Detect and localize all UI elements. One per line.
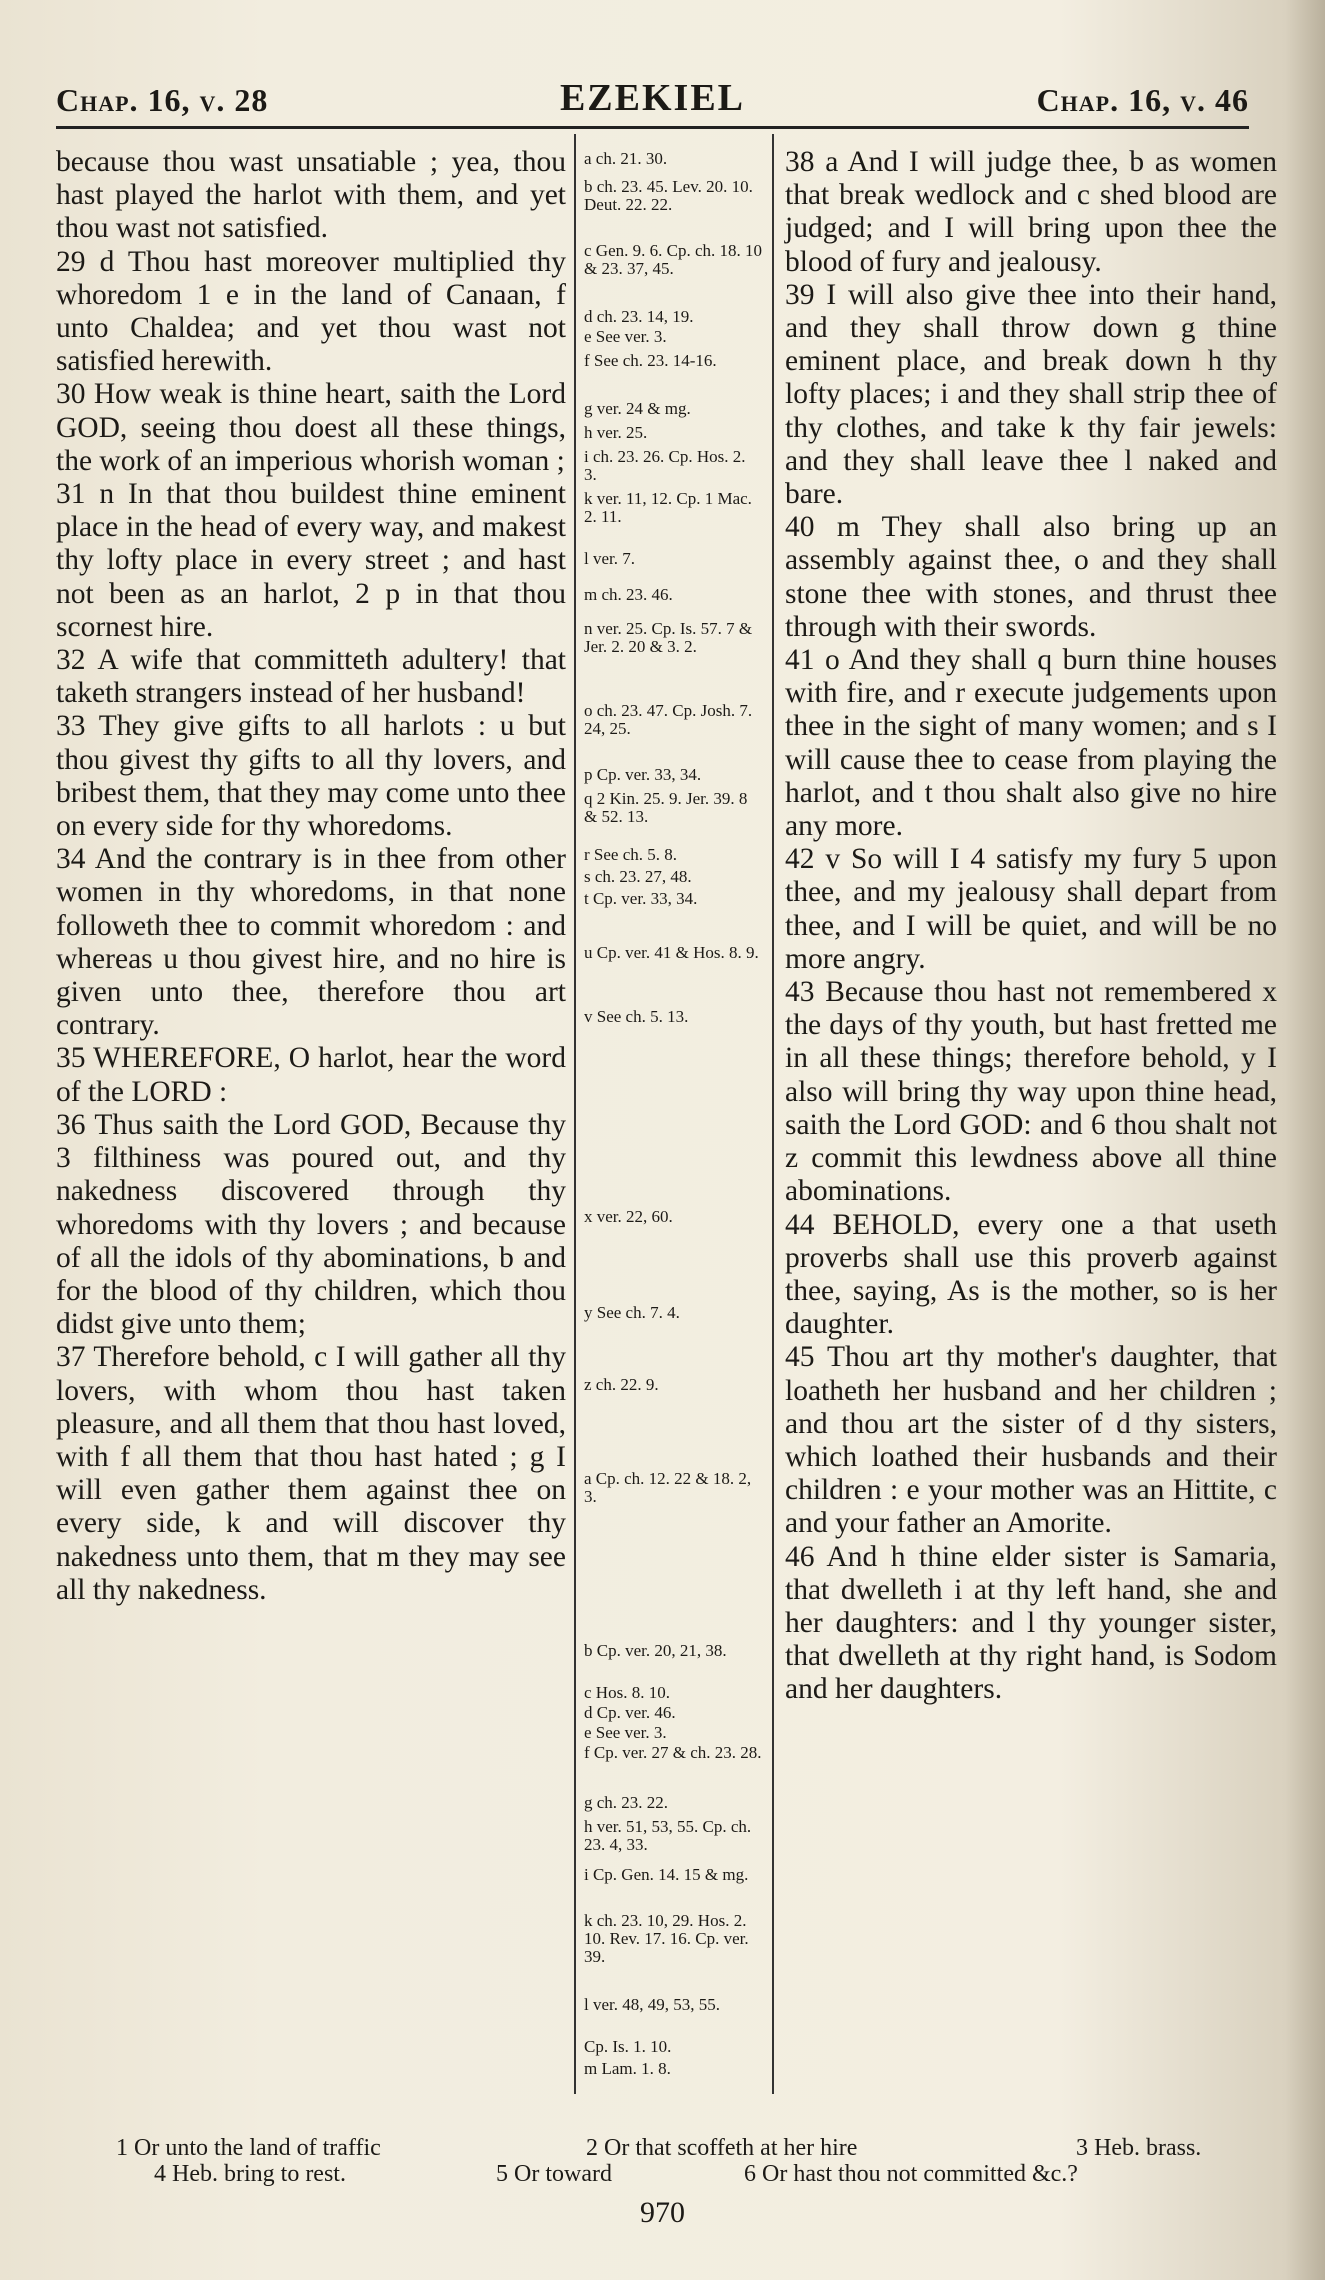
cross-ref: m ch. 23. 46. bbox=[584, 585, 673, 604]
cross-ref: m Lam. 1. 8. bbox=[584, 2059, 671, 2078]
cross-ref: p Cp. ver. 33, 34. bbox=[584, 765, 702, 784]
column-divider-right bbox=[772, 134, 774, 2094]
cross-ref: f Cp. ver. 27 & ch. 23. 28. bbox=[584, 1743, 762, 1762]
column-divider-left bbox=[574, 134, 576, 2094]
cross-ref: l ver. 7. bbox=[584, 549, 635, 568]
cross-ref: h ver. 25. bbox=[584, 423, 648, 442]
cross-ref: l ver. 48, 49, 53, 55. bbox=[584, 1995, 720, 2014]
right-text-column bbox=[785, 146, 1277, 1707]
verse: 30 How weak is thine heart, saith the Lord GOD, seeing thou doest all these things, the work of an imperious whorish woman ; bbox=[56, 378, 566, 477]
verse: 38 a And I will judge thee, b as women that break wedlock and c shed blood are judged; and I will bring upon thee the blood of fury and jealousy. bbox=[785, 146, 1277, 278]
cross-ref: a Cp. ch. 12. 22 & 18. 2, 3. bbox=[584, 1469, 752, 1506]
footnote: 2 Or that scoffeth at her hire bbox=[586, 2135, 858, 2161]
cross-ref: d ch. 23. 14, 19. bbox=[584, 307, 694, 326]
footnote: 3 Heb. brass. bbox=[1076, 2135, 1202, 2161]
cross-ref: o ch. 23. 47. Cp. Josh. 7. 24, 25. bbox=[584, 701, 753, 738]
cross-reference-column bbox=[584, 150, 762, 2100]
left-text-column bbox=[56, 146, 566, 1607]
cross-ref: c Hos. 8. 10. bbox=[584, 1683, 670, 1702]
page-number: 970 bbox=[640, 2196, 685, 2229]
footnote: 4 Heb. bring to rest. bbox=[154, 2161, 346, 2187]
cross-ref: h ver. 51, 53, 55. Cp. ch. 23. 4, 33. bbox=[584, 1817, 752, 1854]
cross-ref: c Gen. 9. 6. Cp. ch. 18. 10 & 23. 37, 45. bbox=[584, 241, 763, 278]
verse: because thou wast unsatiable ; yea, thou hast played the harlot with them, and yet thou wast not satisfied. bbox=[56, 146, 566, 245]
cross-ref: n ver. 25. Cp. Is. 57. 7 & Jer. 2. 20 & 3. 2. bbox=[584, 619, 753, 656]
verse: 31 n In that thou buildest thine eminent place in the head of every way, and makest thy lofty place in every street ; and hast not been as an harlot, 2 p in that thou scornest hire. bbox=[56, 478, 566, 643]
cross-ref: k ch. 23. 10, 29. Hos. 2. 10. Rev. 17. 16. Cp. ver. 39. bbox=[584, 1911, 749, 1966]
verse: 34 And the contrary is in thee from other women in thy whoredoms, in that none followeth thee to commit whoredom : and whereas u thou givest hire, and no hire is given unto thee, therefore thou art contrary. bbox=[56, 843, 566, 1042]
footnote: 5 Or toward bbox=[496, 2161, 612, 2187]
cross-ref: e See ver. 3. bbox=[584, 1723, 667, 1742]
cross-ref: b Cp. ver. 20, 21, 38. bbox=[584, 1641, 727, 1660]
cross-ref: y See ch. 7. 4. bbox=[584, 1303, 680, 1322]
verse: 32 A wife that committeth adultery! that taketh strangers instead of her husband! bbox=[56, 644, 566, 710]
header-right-reference: Chap. 16, v. 46 bbox=[1036, 82, 1249, 118]
header-left-reference: Chap. 16, v. 28 bbox=[56, 82, 269, 118]
cross-ref: a ch. 21. 30. bbox=[584, 149, 668, 168]
cross-ref: t Cp. ver. 33, 34. bbox=[584, 889, 698, 908]
cross-ref: f See ch. 23. 14-16. bbox=[584, 351, 717, 370]
verse: 42 v So will I 4 satisfy my fury 5 upon thee, and my jealousy shall depart from thee, and I will be quiet, and will be no more angry. bbox=[785, 843, 1277, 975]
cross-ref: e See ver. 3. bbox=[584, 327, 667, 346]
header-rule bbox=[56, 126, 1249, 129]
cross-ref: z ch. 22. 9. bbox=[584, 1375, 659, 1394]
verse: 29 d Thou hast moreover multiplied thy whoredom 1 e in the land of Canaan, f unto Chaldea; and yet thou wast not satisfied herewith. bbox=[56, 245, 566, 378]
book-title: EZEKIEL bbox=[559, 77, 746, 119]
footnote: 1 Or unto the land of traffic bbox=[116, 2135, 381, 2161]
cross-ref: d Cp. ver. 46. bbox=[584, 1703, 676, 1722]
cross-ref: g ch. 23. 22. bbox=[584, 1793, 669, 1812]
cross-ref: q 2 Kin. 25. 9. Jer. 39. 8 & 52. 13. bbox=[584, 789, 748, 826]
verse: 37 Therefore behold, c I will gather all thy lovers, with whom thou hast taken pleasure, and all them that thou hast loved, with f all them that thou hast hated ; g I will even gather them against thee on every side, k and will discover thy nakedness unto them, that m they may see all thy nakedness. bbox=[56, 1341, 566, 1606]
verse: 39 I will also give thee into their hand, and they shall throw down g thine eminent place, and break down h thy lofty places; i and they shall strip thee of thy clothes, and take k thy fair jewels: and they shall leave thee l naked and bare. bbox=[785, 278, 1277, 511]
verse: 40 m They shall also bring up an assembly against thee, o and they shall stone thee with stones, and thrust thee through with their swords. bbox=[785, 511, 1277, 643]
verse: 46 And h thine elder sister is Samaria, that dwelleth i at thy left hand, she and her daughters: and l thy younger sister, that dwelleth at thy right hand, is Sodom and her daughters. bbox=[785, 1540, 1277, 1706]
cross-ref: x ver. 22, 60. bbox=[584, 1207, 673, 1226]
footnote: 6 Or hast thou not committed &c.? bbox=[744, 2161, 1078, 2187]
verse: 33 They give gifts to all harlots : u but thou givest thy gifts to all thy lovers, and bribest them, that they may come unto thee on every side for thy whoredoms. bbox=[56, 710, 566, 843]
cross-ref: r See ch. 5. 8. bbox=[584, 845, 678, 864]
cross-ref: i Cp. Gen. 14. 15 & mg. bbox=[584, 1865, 749, 1884]
verse: 43 Because thou hast not remembered x the days of thy youth, but hast fretted me in all these things; therefore behold, y I also will bring thy way upon thine head, saith the Lord GOD: and 6 thou shalt not z commit this lewdness above all thine abominations. bbox=[785, 976, 1277, 1208]
cross-ref: i ch. 23. 26. Cp. Hos. 2. 3. bbox=[584, 447, 746, 484]
cross-ref: g ver. 24 & mg. bbox=[584, 399, 691, 418]
verse: 36 Thus saith the Lord GOD, Because thy 3 filthiness was poured out, and thy nakedness discovered through thy whoredoms with thy lovers ; and because of all the idols of thy abominations, b and for the blood of thy children, which thou didst give unto them; bbox=[56, 1108, 566, 1341]
cross-ref: Cp. Is. 1. 10. bbox=[584, 2037, 672, 2056]
cross-ref: s ch. 23. 27, 48. bbox=[584, 867, 692, 886]
cross-ref: u Cp. ver. 41 & Hos. 8. 9. bbox=[584, 943, 759, 962]
verse: 45 Thou art thy mother's daughter, that loatheth her husband and her children ; and thou art the sister of d thy sisters, which loathed their husbands and their children : e your mother was an Hittite, c and your father an Amorite. bbox=[785, 1341, 1277, 1540]
cross-ref: k ver. 11, 12. Cp. 1 Mac. 2. 11. bbox=[584, 489, 752, 526]
verse: 44 BEHOLD, every one a that useth proverbs shall use this proverb against thee, saying, As is the mother, so is her daughter. bbox=[785, 1208, 1277, 1341]
cross-ref: v See ch. 5. 13. bbox=[584, 1007, 689, 1026]
running-header bbox=[56, 70, 1249, 130]
cross-ref: b ch. 23. 45. Lev. 20. 10. Deut. 22. 22. bbox=[584, 177, 753, 214]
verse: 41 o And they shall q burn thine houses with fire, and r execute judgements upon thee in the sight of many women; and s I will cause thee to cease from playing the harlot, and t thou shalt also give no hire any more. bbox=[785, 644, 1277, 843]
verse: 35 WHEREFORE, O harlot, hear the word of the LORD : bbox=[56, 1042, 566, 1108]
